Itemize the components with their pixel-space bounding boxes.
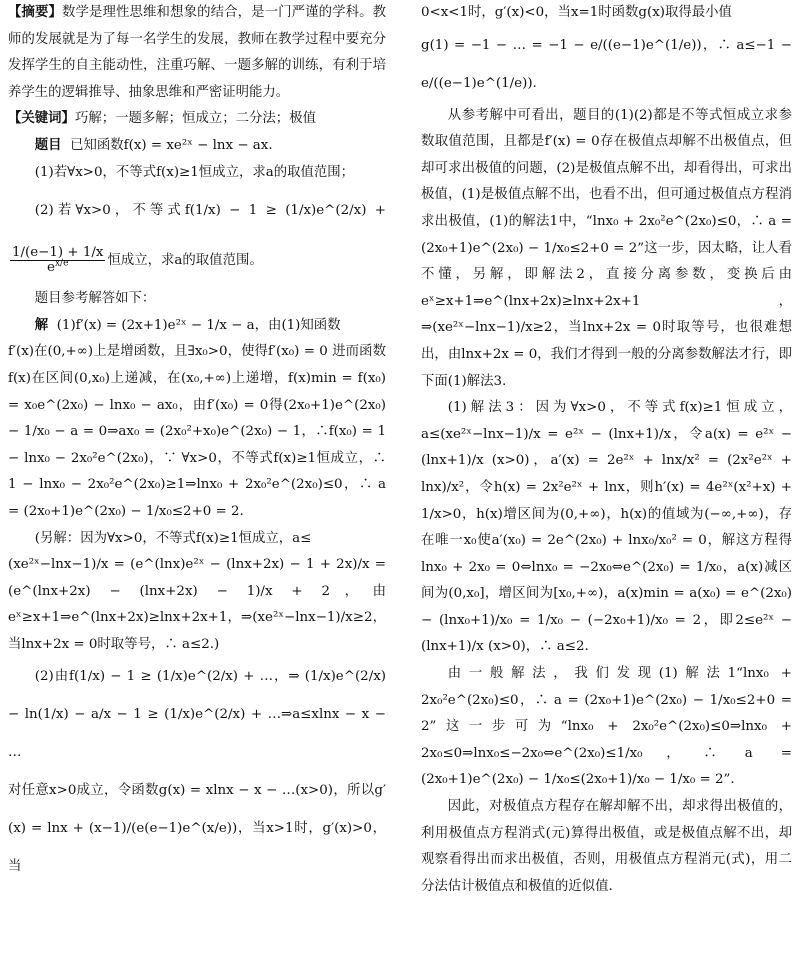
keywords-paragraph	[8, 106, 386, 133]
general-method-paragraph: 由一般解法，我们发现(1)解法1“lnx₀ + 2x₀²e^(2x₀)≤0，∴ a = (2x₀+1)e^(2x₀) − 1/x₀≤2+0 = 2”这一步可为“lnx₀ + 2x₀²e^(2x₀)≤0⇒lnx₀ + 2x₀≤0⇒lnx₀≤−2x₀⇔e^(2x₀)≤1/x₀，∴ a = (2x₀+1)e^(2x₀) − 1/x₀≤(2x₀+1)/x₀ − 1/x₀ = 2”.	[421, 666, 792, 788]
abstract-text: 数学是理性思维和想象的结合，是一门严谨的学科。教师的发展就是为了每一名学生的发展，教师在教学过程中要充分发挥学生的自主能动性，注重巧解、一题多解的训练，有利于培养学生的逻辑推导、抽象思维和严密证明能力。	[8, 5, 387, 100]
problem-label: 题目	[34, 137, 62, 153]
problem-text: 已知函数f(x) = xe²ˣ − lnx − ax.	[70, 137, 273, 153]
question-2-tail: 恒成立，求a的取值范围。	[107, 253, 263, 269]
solution-2-tail: 对任意x>0成立，令函数g(x) = xlnx − x − …(x>0)，所以g′(x) = lnx + (x−1)/(e(e−1)e^(x/e))，当x>1时，g′(x)>0，当	[8, 783, 386, 875]
problem-statement	[8, 133, 386, 160]
right-column	[421, 0, 792, 900]
left-column	[8, 0, 386, 886]
abstract-paragraph	[8, 0, 386, 106]
continuation-line: 0<x<1时，g′(x)<0，当x=1时函数g(x)取得最小值	[421, 5, 732, 20]
question-2	[8, 186, 386, 286]
solution-1-heading	[8, 313, 386, 340]
alt-solution-body: (xe²ˣ−lnx−1)/x = (e^(lnx)e²ˣ − (lnx+2x) − 1 + 2x)/x = (e^(lnx+2x) − (lnx+2x) − 1)/x + 2，由eˣ≥x+1⇒e^(lnx+2x)≥lnx+2x+1，⇒(xe²ˣ−lnx−1)/x≥2，当lnx+2x = 0时取等号，∴ a≤2.)	[8, 557, 386, 652]
conclusion-paragraph: 因此，对极值点方程存在解却解不出，却求得出极值的，利用极值点方程消式(元)算得出极值，或是极值点解不出，却观察看得出而求出极值，否则，用极值点方程消元(式)，用二分法估计极值点和极值的近似值.	[421, 799, 792, 894]
solution-label: 解	[34, 317, 49, 333]
abstract-label: 【摘要】	[8, 5, 63, 20]
solution-1-line1: (1)f′(x) = (2x+1)e²ˣ − 1/x − a，由(1)知函数	[56, 317, 341, 333]
solution-1-body: f′(x)在(0,+∞)上是增函数，且∃x₀>0，使得f′(x₀) = 0 进而函数f(x)在区间(0,x₀)上递减，在(x₀,+∞)上递增，f(x)min = f(x₀) = x₀e^(2x₀) − lnx₀ − ax₀，由f′(x₀) = 0得(2x₀+1)e^(2x₀) − 1/x₀ − a = 0⇒ax₀ = (2x₀²+x₀)e^(2x₀) − 1，∴f(x₀) = 1 − lnx₀ − 2x₀²e^(2x₀)，∵ ∀x>0，不等式f(x)≥1恒成立，∴ 1 − lnx₀ − 2x₀²e^(2x₀)≥1⇒lnx₀ + 2x₀²e^(2x₀)≤0，∴ a = (2x₀+1)e^(2x₀) − 1/x₀≤2+0 = 2.	[8, 344, 386, 519]
solution-2: (2)由f(1/x) − 1 ≥ (1/x)e^(2/x) + …，⇒ (1/x)e^(2/x) − ln(1/x) − a/x − 1 ≥ (1/x)e^(2/x) + …⇒a≤xlnx − x − …	[8, 669, 386, 761]
method-3-paragraph: (1)解法3：因为∀x>0，不等式f(x)≥1恒成立，a≤(xe²ˣ−lnx−1)/x = e²ˣ − (lnx+1)/x，令a(x) = e²ˣ − (lnx+1)/x (x>0)，a′(x) = 2e²ˣ + lnx/x² = (2x²e²ˣ + lnx)/x²，令h(x) = 2x²e²ˣ + lnx，则h′(x) = 4e²ˣ(x²+x) + 1/x>0，h(x)增区间为(0,+∞)，h(x)的值域为(−∞,+∞)，存在唯一x₀使a′(x₀) = 2e^(2x₀) + lnx₀/x₀² = 0，解这方程得lnx₀ + 2x₀ = 0⇔lnx₀ = −2x₀⇔e^(2x₀) = 1/x₀，a(x)减区间为(0,x₀]，增区间为[x₀,+∞)，a(x)min = a(x₀) = e^(2x₀) − (lnx₀+1)/x₀ = 1/x₀ − (−2x₀+1)/x₀ = 2，即2≤e²ˣ − (lnx+1)/x (x>0)，∴ a≤2.	[421, 400, 792, 655]
g1-minimum: g(1) = −1 − … = −1 − e/((e−1)e^(1/e))，∴ a≤−1 − e/((e−1)e^(1/e)).	[421, 37, 792, 91]
question-1: (1)若∀x>0，不等式f(x)≥1恒成立，求a的取值范围；	[34, 164, 355, 180]
reference-answer-intro: 题目参考解答如下：	[34, 291, 156, 307]
keywords-label: 【关键词】	[8, 111, 75, 127]
keywords-text: 巧解；一题多解；恒成立；二分法；极值	[74, 111, 316, 127]
alt-solution-lead: (另解：因为∀x>0，不等式f(x)≥1恒成立，a≤	[34, 530, 312, 546]
analysis-paragraph: 从参考解中可看出，题目的(1)(2)都是不等式恒成立求参数取值范围，且都是f′(x) = 0存在极值点却解不出极值点，但却可求出极值的问题，(2)是极值点解不出，却看得出，可求出极值，(1)是极值点解不出，也看不出，但可通过极值点方程消求出极值，(1)的解法1中，“lnx₀ + 2x₀²e^(2x₀)≤0，∴ a = (2x₀+1)e^(2x₀) − 1/x₀≤2+0 = 2”这一步，因太略，让人看不懂，另解，即解法2，直接分离参数，变换后由eˣ≥x+1⇒e^(lnx+2x)≥lnx+2x+1，⇒(xe²ˣ−lnx−1)/x≥2，当lnx+2x = 0时取等号，也很难想出，由lnx+2x = 0，我们才得到一般的分离参数解法才行，即下面(1)解法3.	[421, 107, 792, 389]
question-2-lead: (2)若∀x>0，不等式f(1/x) − 1 ≥ (1/x)e^(2/x) +	[34, 203, 386, 219]
q2-fraction: $\frac{1/(e-1) + 1/x}{e^{x/e}}$	[12, 245, 104, 276]
